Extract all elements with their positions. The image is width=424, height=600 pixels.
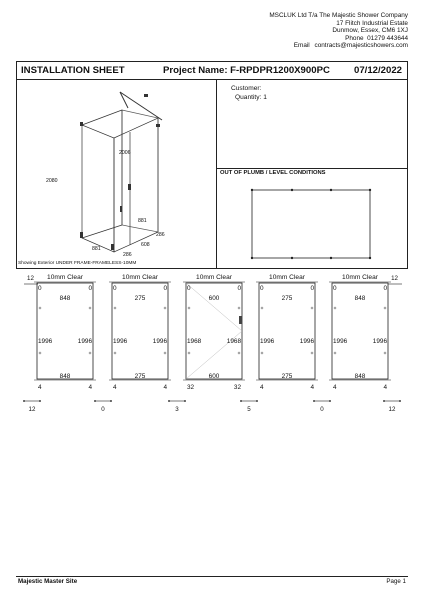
gap-bottom: 0 [101, 406, 105, 413]
fixing-hole [39, 307, 41, 309]
dim-286-right: 286 [156, 232, 165, 238]
footer-page: Page 1 [386, 578, 406, 585]
company-details [269, 12, 408, 50]
project-name: Project Name: F-RPDPR1200X900PC [163, 65, 330, 76]
fixing-hole [188, 307, 190, 309]
sheet-date: 07/12/2022 [353, 65, 402, 76]
fixing-hole [334, 352, 336, 354]
offset-top-right: 0 [88, 285, 92, 292]
offset-bottom-right: 4 [88, 384, 92, 391]
fixing-hole [384, 352, 386, 354]
width-bottom: 600 [208, 373, 220, 380]
gap-top-left: 12 [27, 275, 34, 282]
offset-top-right: 0 [310, 285, 314, 292]
plumb-rectangle [252, 190, 370, 258]
width-top: 275 [281, 295, 293, 302]
gap-marker [23, 400, 25, 402]
front-panel-left [114, 118, 158, 252]
fixing-hole [188, 352, 190, 354]
offset-bottom-left: 4 [333, 384, 337, 391]
width-top: 848 [354, 295, 366, 302]
sheet-title: INSTALLATION SHEET [21, 65, 125, 76]
plumb-title: OUT OF PLUMB / LEVEL CONDITIONS [220, 170, 326, 176]
glass-spec: 10mm Clear [269, 274, 305, 281]
fixing-hole [311, 307, 313, 309]
offset-bottom-left: 4 [38, 384, 42, 391]
offset-bottom-left: 32 [187, 384, 195, 391]
offset-bottom-right: 4 [310, 384, 314, 391]
dim-881-right: 881 [138, 218, 147, 224]
exterior-note: Showing Exterior UNDER FRAME-FRAMELESS-10MM [18, 261, 137, 266]
gap-bottom: 12 [28, 406, 36, 413]
email-label: Email [293, 42, 310, 50]
height-left: 1996 [113, 338, 128, 345]
company-phone [269, 35, 408, 43]
height-left: 1996 [38, 338, 53, 345]
width-top: 848 [59, 295, 71, 302]
email-value: contracts@majesticshowers.com [314, 42, 408, 50]
customer-block [231, 84, 267, 102]
plumb-points [251, 189, 371, 259]
gap-top-right: 12 [391, 275, 398, 282]
height-right: 1996 [299, 338, 314, 345]
fixing-hole [238, 352, 240, 354]
company-address-2: Dunmow, Essex, CM6 1XJ [332, 27, 408, 35]
gap-marker [110, 400, 112, 402]
width-bottom: 275 [281, 373, 293, 380]
width-bottom: 275 [134, 373, 146, 380]
company-email [269, 42, 408, 50]
dim-height-2080: 2080 [46, 178, 58, 184]
enclosure-drawing [16, 80, 216, 260]
fixing-hole [261, 307, 263, 309]
glass-spec: 10mm Clear [122, 274, 158, 281]
offset-top-left: 0 [113, 285, 117, 292]
footer-site: Majestic Master Site [18, 578, 78, 585]
fixing-hole [89, 352, 91, 354]
glass-spec: 10mm Clear [47, 274, 83, 281]
offset-top-right: 0 [383, 285, 387, 292]
phone-label: Phone [345, 34, 364, 42]
panel-2 [109, 274, 171, 391]
fixing-hole [261, 352, 263, 354]
gap-marker [256, 400, 258, 402]
height-right: 1996 [152, 338, 167, 345]
offset-bottom-right: 4 [383, 384, 387, 391]
glass-spec: 10mm Clear [342, 274, 378, 281]
height-left: 1996 [260, 338, 275, 345]
gap-marker [240, 400, 242, 402]
company-address-1: 17 Flitch Industrial Estate [336, 19, 408, 27]
offset-top-left: 0 [187, 285, 191, 292]
fixing-hole [311, 352, 313, 354]
fixing-hole [164, 307, 166, 309]
offset-bottom-left: 4 [113, 384, 117, 391]
panel-4 [256, 274, 318, 391]
offset-top-left: 0 [260, 285, 264, 292]
gap-marker [383, 400, 385, 402]
offset-top-left: 0 [38, 285, 42, 292]
fixing-hole [164, 352, 166, 354]
door-handle [239, 316, 242, 324]
fixing-hole [89, 307, 91, 309]
gap-marker [94, 400, 96, 402]
customer-label: Customer: [231, 85, 262, 92]
gap-marker [39, 400, 41, 402]
gap-marker [329, 400, 331, 402]
gap-bottom: 5 [247, 406, 251, 413]
footer-divider [16, 576, 408, 577]
width-top: 275 [134, 295, 146, 302]
panel-1 [34, 274, 96, 391]
height-left: 1968 [187, 338, 202, 345]
height-right: 1996 [77, 338, 92, 345]
offset-bottom-left: 4 [260, 384, 264, 391]
plumb-diagram [216, 168, 408, 268]
dim-608: 608 [141, 242, 150, 248]
gap-marker [313, 400, 315, 402]
panel-5 [329, 274, 391, 391]
gap-marker [184, 400, 186, 402]
dim-286-bottom: 286 [123, 252, 132, 258]
fixing-hole [39, 352, 41, 354]
offset-top-right: 0 [237, 285, 241, 292]
fixing-hole [238, 307, 240, 309]
panel-cutlist [0, 268, 424, 418]
fixing-hole [114, 307, 116, 309]
quantity-label: Quantity: 1 [235, 94, 267, 101]
gap-bottom: 12 [388, 406, 396, 413]
width-bottom: 848 [354, 373, 366, 380]
dim-2006: 2006 [119, 150, 131, 156]
gap-marker [399, 400, 401, 402]
offset-top-right: 0 [163, 285, 167, 292]
offset-top-left: 0 [333, 285, 337, 292]
gap-bottom: 3 [175, 406, 179, 413]
door-swing-line [186, 283, 242, 331]
fixing-hole [384, 307, 386, 309]
height-right: 1968 [226, 338, 241, 345]
dim-881-left: 881 [92, 246, 101, 252]
gap-bottom: 0 [320, 406, 324, 413]
height-left: 1996 [333, 338, 348, 345]
fixing-hole [334, 307, 336, 309]
height-right: 1996 [372, 338, 387, 345]
offset-bottom-right: 32 [233, 384, 241, 391]
width-top: 600 [208, 295, 220, 302]
phone-value: 01279 443644 [367, 34, 408, 42]
panel-3 [183, 274, 245, 391]
width-bottom: 848 [59, 373, 71, 380]
glass-spec: 10mm Clear [196, 274, 232, 281]
gap-marker [168, 400, 170, 402]
fixing-hole [114, 352, 116, 354]
offset-bottom-right: 4 [163, 384, 167, 391]
company-name: MSCLUK Ltd T/a The Majestic Shower Company [269, 12, 408, 19]
